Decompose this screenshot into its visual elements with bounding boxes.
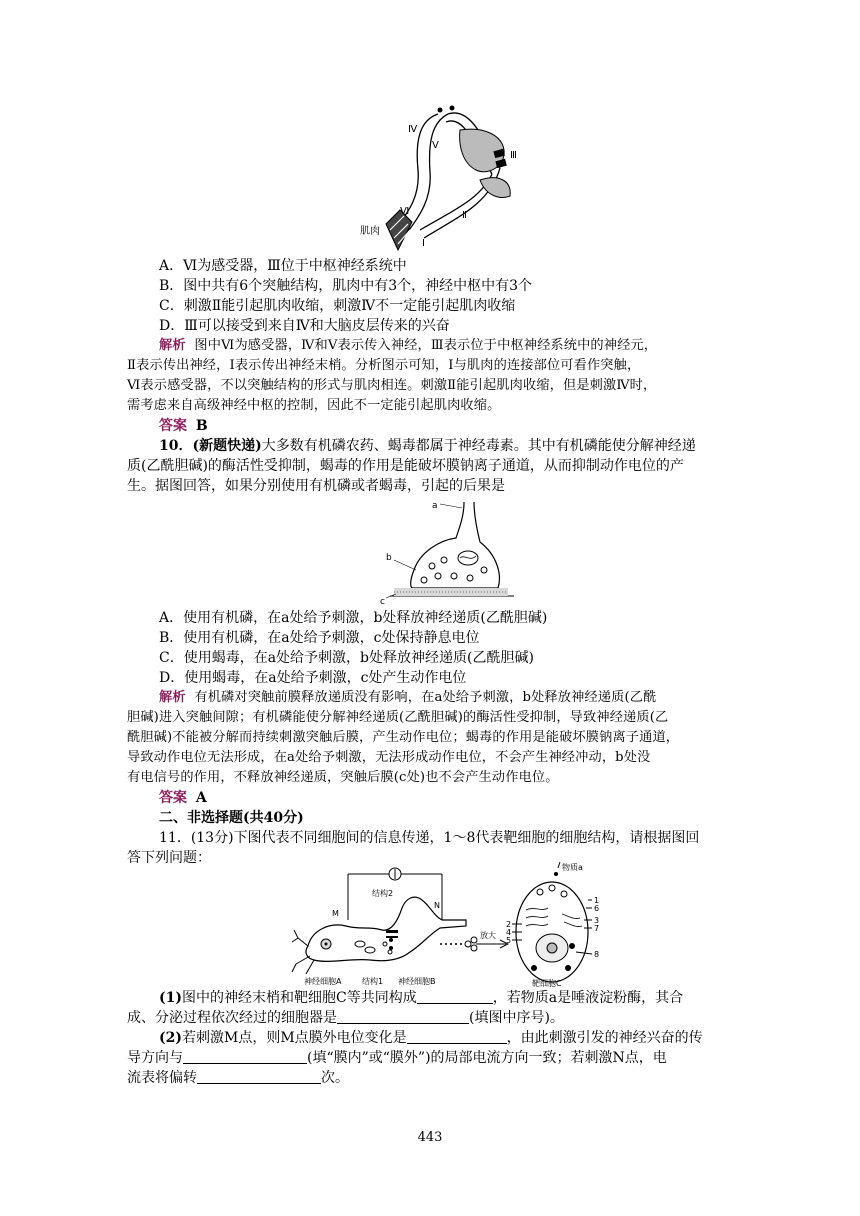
q10-option-c: C．使用蝎毒，在a处给予刺激，b处释放神经递质(乙酰胆碱) [159,650,534,666]
q10-tag: (新题快递) [192,438,262,454]
q9-option-d: D．Ⅲ可以接受到来自Ⅳ和大脑皮层传来的兴奋 [159,318,450,334]
q10-answer [159,788,207,808]
section-heading: 二、非选择题(共40分) [159,810,304,826]
q11-stem-line-2: 答下列问题： [127,850,211,866]
q10-analysis-line-3: 酰胆碱)不能被分解而持续刺激突触后膜，产生动作电位；蝎毒的作用是能破坏膜钠离子通道， [127,730,680,745]
label-struct2: 结构2 [372,889,394,898]
answer-blank-5[interactable] [197,1069,321,1084]
label-N: N [434,901,440,910]
q10-answer-label: 答案 [159,790,187,806]
q10-answer-value: A [195,790,207,806]
label-IV: Ⅳ [408,124,418,135]
label-substance-a: 物质a [562,863,583,872]
label-b: b [386,553,392,563]
q9-option-a: A．Ⅵ为感受器，Ⅲ位于中枢神经系统中 [159,258,407,274]
label-struct1: 结构1 [362,977,384,986]
cell-signaling-figure [290,860,610,988]
q10-analysis-line-5: 有电信号的作用，不释放神经递质，突触后膜(c处)也不会产生动作电位。 [127,770,559,785]
label-num-2: 2 [506,920,512,929]
q10-stem-line-3: 生。据图回答，如果分别使用有机磷或者蝎毒，引起的后果是 [127,478,505,494]
answer-blank-3[interactable] [407,1029,507,1044]
label-num-4: 4 [506,928,512,937]
q9-analysis-line-4: 需考虑来自高级神经中枢的控制，因此不一定能引起肌肉收缩。 [127,398,501,413]
label-III: Ⅲ [510,150,517,161]
q11-sub2-line-2: 导方向与 (填“膜内”或“膜外”)的局部电流方向一致；若刺激N点，电 [127,1050,667,1066]
label-M: M [332,909,339,918]
q9-analysis-line-1: 解析 图中Ⅵ为感受器，Ⅳ和Ⅴ表示传入神经，Ⅲ表示位于中枢神经系统中的神经元， [159,338,658,353]
q10-option-a: A．使用有机磷，在a处给予刺激，b处释放神经递质(乙酰胆碱) [159,610,548,626]
label-num-5: 5 [506,936,512,945]
label-num-7: 7 [594,924,600,933]
label-neuron-A: 神经细胞A [304,977,342,986]
q11-stem-line-1: 11．(13分)下图代表不同细胞间的信息传递，1～8代表靶细胞的细胞结构，请根据图回 [159,830,700,846]
synapse-figure [380,496,520,606]
reflex-arc-figure [360,100,530,260]
q10-stem-line-1: 10．(新题快递)大多数有机磷农药、蝎毒都属于神经毒素。其中有机磷能使分解神经递 [159,438,696,454]
label-c: c [380,597,385,606]
answer-blank-1[interactable] [417,989,493,1004]
q9-answer [159,416,208,436]
q11-sub1-line-1: (1)图中的神经末梢和靶细胞C等共同构成 ，若物质a是唾液淀粉酶，其合 [159,990,684,1006]
q11-sub2-line-1: (2)若刺激M点，则M点膜外电位变化是 ，由此刺激引发的神经兴奋的传 [159,1030,703,1046]
q9-answer-label: 答案 [159,418,187,434]
q9-option-b: B．图中共有6个突触结构，肌肉中有3个，神经中枢中有3个 [159,278,533,294]
label-num-1: 1 [594,896,600,905]
label-VI: Ⅵ [400,206,410,217]
answer-blank-2[interactable] [337,1009,469,1024]
label-enlarge: 放大 [480,931,496,940]
q9-analysis-label: 解析 [159,338,186,353]
label-II: Ⅱ [462,210,467,221]
label-a: a [432,501,438,511]
q10-option-d: D．使用蝎毒，在a处给予刺激，c处产生动作电位 [159,670,467,686]
label-neuron-B: 神经细胞B [398,977,436,986]
label-num-6: 6 [594,904,600,913]
q9-answer-value: B [195,418,208,434]
q10-analysis-label: 解析 [159,690,186,705]
q11-sub2-line-3: 流表将偏转 次。 [127,1070,349,1086]
page-number: 443 [417,1130,443,1145]
q10-analysis-line-1: 解析 有机磷对突触前膜释放递质没有影响，在a处给予刺激，b处释放神经递质(乙酰 [159,690,657,705]
q10-analysis-line-4: 导致动作电位无法形成，在a处给予刺激，无法形成动作电位，不会产生神经冲动，b处没 [127,750,651,765]
label-num-3: 3 [594,916,600,925]
q9-analysis-line-2: Ⅱ表示传出神经，Ⅰ表示传出神经末梢。分析图示可知，Ⅰ与肌肉的连接部位可看作突触， [127,358,641,373]
label-V: Ⅴ [432,140,439,151]
q10-option-b: B．使用有机磷，在a处给予刺激，c处保持静息电位 [159,630,480,646]
label-muscle: 肌肉 [360,226,380,237]
q11-sub1-line-2: 成、分泌过程依次经过的细胞器是 (填图中序号)。 [127,1010,564,1026]
answer-blank-4[interactable] [183,1049,307,1064]
q10-analysis-line-2: 胆碱)进入突触间隙；有机磷能使分解神经递质(乙酰胆碱)的酶活性受抑制，导致神经递质(乙 [127,710,669,725]
label-I: Ⅰ [422,238,425,249]
q9-option-c: C．刺激Ⅱ能引起肌肉收缩，刺激Ⅳ不一定能引起肌肉收缩 [159,298,516,314]
label-num-8: 8 [594,950,600,959]
q9-analysis-line-3: Ⅵ表示感受器，不以突触结构的形式与肌肉相连。刺激Ⅱ能引起肌肉收缩，但是刺激Ⅳ时， [127,378,657,393]
label-target-cell: 靶细胞C [532,979,562,988]
q10-stem-line-2: 质(乙酰胆碱)的酶活性受抑制，蝎毒的作用是能破坏膜钠离子通道，从而抑制动作电位的产 [127,458,684,474]
